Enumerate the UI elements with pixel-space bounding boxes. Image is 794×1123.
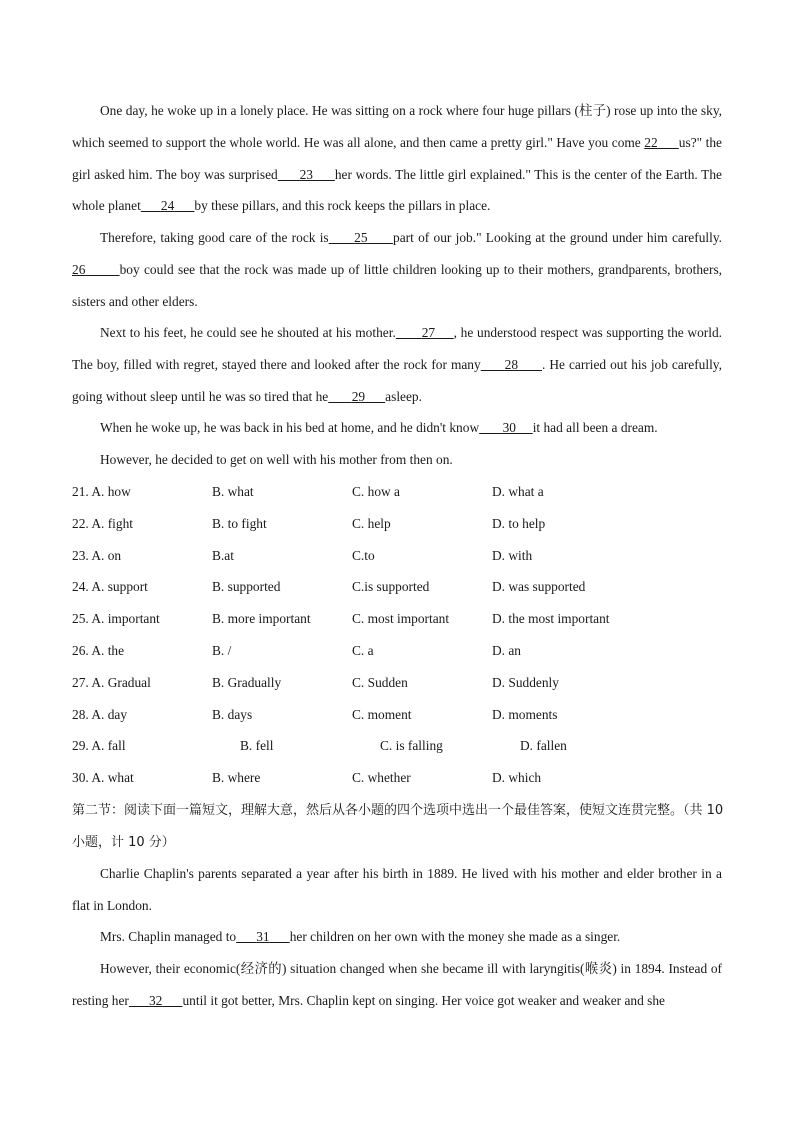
option-a: 27. A. Gradual: [72, 674, 151, 690]
option-a: 23. A. on: [72, 547, 122, 563]
option-d: D. fallen: [520, 738, 567, 754]
cloze1-paragraph-2: [72, 222, 722, 317]
option-c: C. help: [352, 515, 391, 531]
text: , he understood respect was supporting the world. The boy, filled with regret, stayed there and looked after the rock for many: [72, 325, 722, 372]
option-c: C.to: [352, 547, 375, 563]
option-c: C. a: [352, 643, 374, 658]
option-d: D. which: [492, 770, 542, 786]
option-a: 21. A. how: [72, 484, 131, 499]
text: us?" the girl asked him. The boy was surprised: [72, 134, 722, 182]
text: by these pillars, and this rock keeps the pillars in place.: [194, 198, 491, 214]
blank-30: 30: [502, 420, 516, 435]
option-b: B. to fight: [212, 515, 267, 531]
blank-22: 22: [644, 134, 658, 150]
option-b: B.at: [212, 547, 234, 563]
option-a: 28. A. day: [72, 706, 128, 722]
blank-27: 27: [421, 325, 436, 340]
text: it had all been a dream.: [532, 420, 658, 435]
text: One day, he woke up in a lonely place. He was sitting on a rock where four huge pillars (柱子) rose up into the sky, which seemed to support the whole world. He was all alone, and then came a pretty girl." Have you come: [72, 103, 722, 150]
option-c: C.is supported: [352, 579, 430, 595]
option-b: B. what: [212, 484, 254, 499]
blank-29: 29: [351, 388, 366, 404]
option-d: D. to help: [492, 515, 546, 531]
option-d: D. Suddenly: [492, 674, 559, 690]
option-a: 22. A. fight: [72, 515, 134, 531]
option-b: B. more important: [212, 611, 311, 627]
blank-32: 32: [148, 992, 163, 1008]
cloze1-paragraph-5: However, he decided to get on well with his mother from then on.: [100, 452, 453, 467]
option-c: C. whether: [352, 770, 411, 786]
option-a: 30. A. what: [72, 770, 134, 786]
cloze1-paragraph-1: [72, 95, 722, 222]
text: . He carried out his job carefully, going without sleep until he was so tired that he: [72, 356, 722, 404]
blank-31: 31: [256, 929, 270, 944]
option-b: B. supported: [212, 579, 281, 595]
option-a: 24. A. support: [72, 579, 148, 595]
cloze1-paragraph-3: [72, 317, 722, 412]
blank-25: 25: [354, 230, 368, 245]
text: until it got better, Mrs. Chaplin kept on singing. Her voice got weaker and weaker and she: [182, 992, 665, 1008]
cloze1-paragraph-4: [72, 412, 722, 444]
blank-28: 28: [504, 356, 519, 372]
text: Mrs. Chaplin managed to: [100, 929, 237, 944]
text: her children on her own with the money she made as a singer.: [289, 929, 621, 944]
option-d: D. an: [492, 643, 522, 658]
option-b: B. fell: [240, 738, 274, 754]
option-c: C. is falling: [380, 738, 443, 754]
option-b: B. days: [212, 706, 253, 722]
cloze2-paragraph-3: [72, 953, 722, 1017]
text: asleep.: [385, 388, 422, 404]
option-b: B. /: [212, 643, 232, 658]
option-a: 25. A. important: [72, 611, 160, 627]
text: boy could see that the rock was made up of little children looking up to their mothers, grandparents, brothers, sisters and other elders.: [72, 261, 723, 309]
option-b: B. where: [212, 770, 261, 786]
cloze2-paragraph-2: [72, 921, 722, 953]
option-a: 26. A. the: [72, 643, 125, 658]
option-d: D. the most important: [492, 611, 610, 627]
section-2-heading: 第二节：阅读下面一篇短文，理解大意，然后从各小题的四个选项中选出一个最佳答案，使短文连贯完整。（共 10 小题，计 10 分）: [72, 803, 724, 850]
option-d: D. was supported: [492, 579, 586, 595]
cloze2-paragraph-1: Charlie Chaplin's parents separated a year after his birth in 1889. He lived with his mother and elder brother in a flat in London.: [72, 866, 722, 913]
text: However, their economic(经济的) situation changed when she became ill with laryngitis(喉炎) in 1894. Instead of resting her: [72, 961, 722, 1008]
option-b: B. Gradually: [212, 674, 282, 690]
option-c: C. how a: [352, 484, 400, 499]
blank-23: 23: [299, 166, 313, 182]
text: Next to his feet, he could see he shouted at his mother.: [100, 325, 396, 340]
text: part of our job." Looking at the ground under him carefully.: [393, 230, 722, 245]
option-d: D. what a: [492, 484, 544, 499]
option-d: D. with: [492, 547, 533, 563]
blank-26: 26: [72, 261, 86, 277]
text: When he woke up, he was back in his bed at home, and he didn't know: [100, 420, 480, 435]
option-a: 29. A. fall: [72, 738, 126, 754]
option-c: C. moment: [352, 706, 412, 722]
blank-24: 24: [160, 198, 175, 214]
text: her words. The little girl explained." This is the center of the Earth. The whole planet: [72, 166, 722, 214]
option-c: C. Sudden: [352, 674, 408, 690]
option-d: D. moments: [492, 706, 558, 722]
option-c: C. most important: [352, 611, 450, 627]
text: Therefore, taking good care of the rock is: [100, 230, 329, 245]
